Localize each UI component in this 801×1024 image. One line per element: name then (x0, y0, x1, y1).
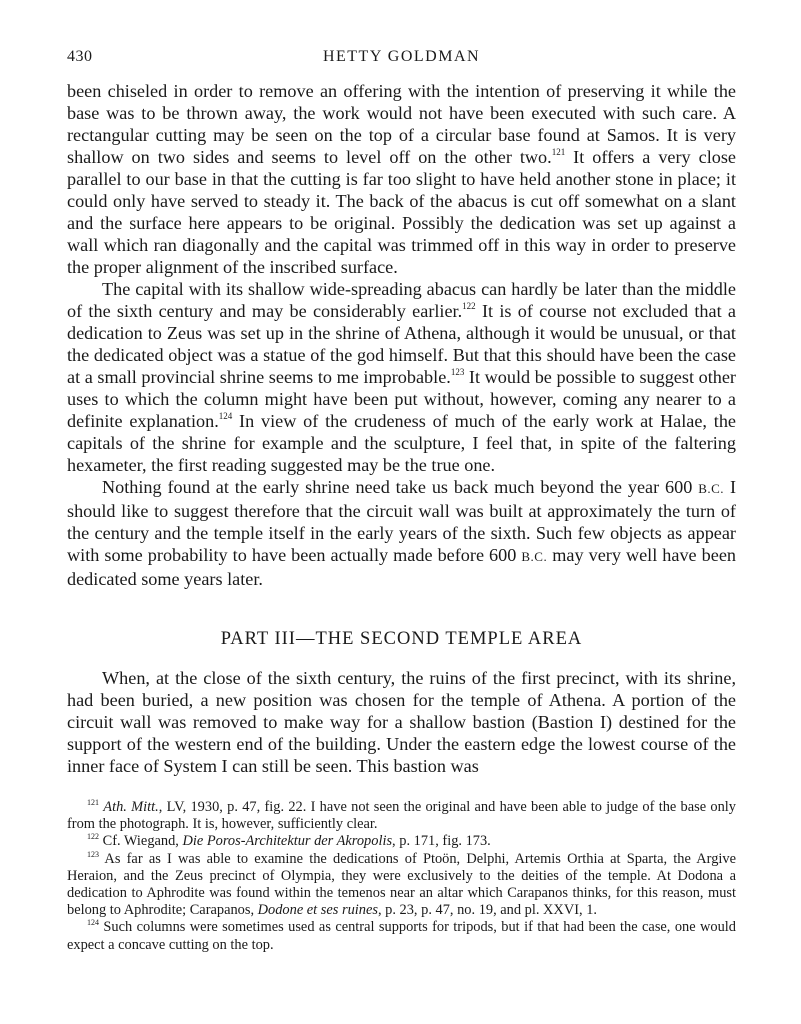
footnote-text: , p. 171, fig. 173. (392, 833, 491, 850)
paragraph-1 (67, 80, 736, 278)
paragraph-2-part-b: It is of course not excluded that a dedication to Zeus was set up in the shrine of Athena, although it would be unusual, or that the dedicated object was a statue of the god himself. But that this should have been the case at a small provincial shrine seems to me improbable. (67, 301, 736, 387)
paragraph-3 (67, 476, 736, 590)
footnote-123 (67, 851, 736, 920)
main-text (67, 80, 736, 777)
paragraph-1-part-b: It offers a very close parallel to our base in that the cutting is far too slight to have held another stone in place; it could only have served to steady it. The back of the abacus is cut off somewhat on a slant and the surface here appears to be original. Possibly the dedication was set up against a wall which ran diagonally and the capital was trimmed off in this way in order to preserve the proper alignment of the inscribed surface. (67, 147, 736, 277)
footnote-121 (67, 799, 736, 833)
footnote-text: , LV, 1930, p. 47, fig. 22. I have not seen the original and have been able to judge of the base only from the photograph. It is, however, sufficiently clear. (67, 799, 736, 833)
footnote-pre: Cf. Wiegand, (99, 833, 183, 850)
era-abbrev: B.C. (698, 481, 725, 496)
footnotes (67, 799, 736, 954)
footnote-number: 123 (87, 849, 99, 859)
footnote-ref-122: 122 (462, 301, 476, 311)
paragraph-3-part-a: Nothing found at the early shrine need take us back much beyond the year 600 (102, 477, 699, 497)
footnote-italic: Dodone et ses ruines (257, 902, 378, 919)
paragraph-3-part-b: I should like to suggest therefore that the circuit wall was built at approximately the turn of the century and the temple itself in the early years of the sixth. Such few objects as appear with some probability to have been actually made before 600 (67, 477, 736, 565)
paragraph-2 (67, 278, 736, 476)
footnote-number: 122 (87, 832, 99, 842)
footnote-ref-123: 123 (450, 367, 465, 377)
footnote-text: , p. 23, p. 47, no. 19, and pl. XXVI, 1. (377, 902, 597, 919)
footnote-italic: Die Poros-Architektur der Akropolis (182, 833, 393, 850)
paragraph-2-part-d: In view of the crudeness of much of the early work at Halae, the capitals of the shrine for example and the sculpture, I feel that, in spite of the faltering hexameter, the first reading suggested may be the true one. (67, 411, 736, 475)
footnote-pre: As far as I was able to examine the dedications of Ptoön, Delphi, Artemis Orthia at Sparta, the Argive Heraion, and the Zeus precinct of Olympia, they were exclusively to the deities of the temple. At Dodona a dedication to Aphrodite was found within the temenos near an altar which Carapanos thinks, for this reason, must belong to Aphrodite; Carapanos, (67, 850, 736, 919)
paragraph-3-part-c: may very well have been dedicated some years later. (67, 545, 736, 589)
footnote-122 (67, 833, 736, 850)
section-heading: PART III—THE SECOND TEMPLE AREA (220, 629, 583, 649)
footnote-ref-124: 124 (218, 411, 233, 421)
footnote-pre: Such columns were sometimes used as central supports for tripods, but if that had been the case, one would expect a concave cutting on the top. (67, 919, 736, 953)
running-title: HETTY GOLDMAN (322, 48, 481, 65)
page-number: 430 (67, 48, 93, 65)
paragraph-1-part-a: been chiseled in order to remove an offering with the intention of preserving it while the base was to be thrown away, the work would not have been executed with such care. A rectangular cutting may be seen on the top of a circular base found at Samos. It is very shallow on two sides and seems to level off on the other two. (67, 81, 736, 167)
era-abbrev: B.C. (521, 549, 548, 564)
footnote-number: 124 (87, 918, 99, 928)
section-paragraph: When, at the close of the sixth century, the ruins of the first precinct, with its shrine, had been buried, a new position was chosen for the temple of Athena. A portion of the circuit wall was removed to make way for a shallow bastion (Bastion I) destined for the support of the western end of the building. Under the eastern edge the lowest course of the inner face of System I can still be seen. This bastion was (67, 668, 736, 776)
paragraph-2-part-a: The capital with its shallow wide-spreading abacus can hardly be later than the middle of the sixth century and may be considerably earlier. (67, 279, 736, 321)
footnote-number: 121 (87, 798, 99, 807)
footnote-ref-121: 121 (551, 147, 566, 157)
footnote-italic: Ath. Mitt. (103, 799, 159, 815)
footnote-124 (67, 919, 736, 953)
paragraph-2-part-c: It would be possible to suggest other uses to which the column might have been put without, however, coming any nearer to a definite explanation. (67, 367, 736, 431)
